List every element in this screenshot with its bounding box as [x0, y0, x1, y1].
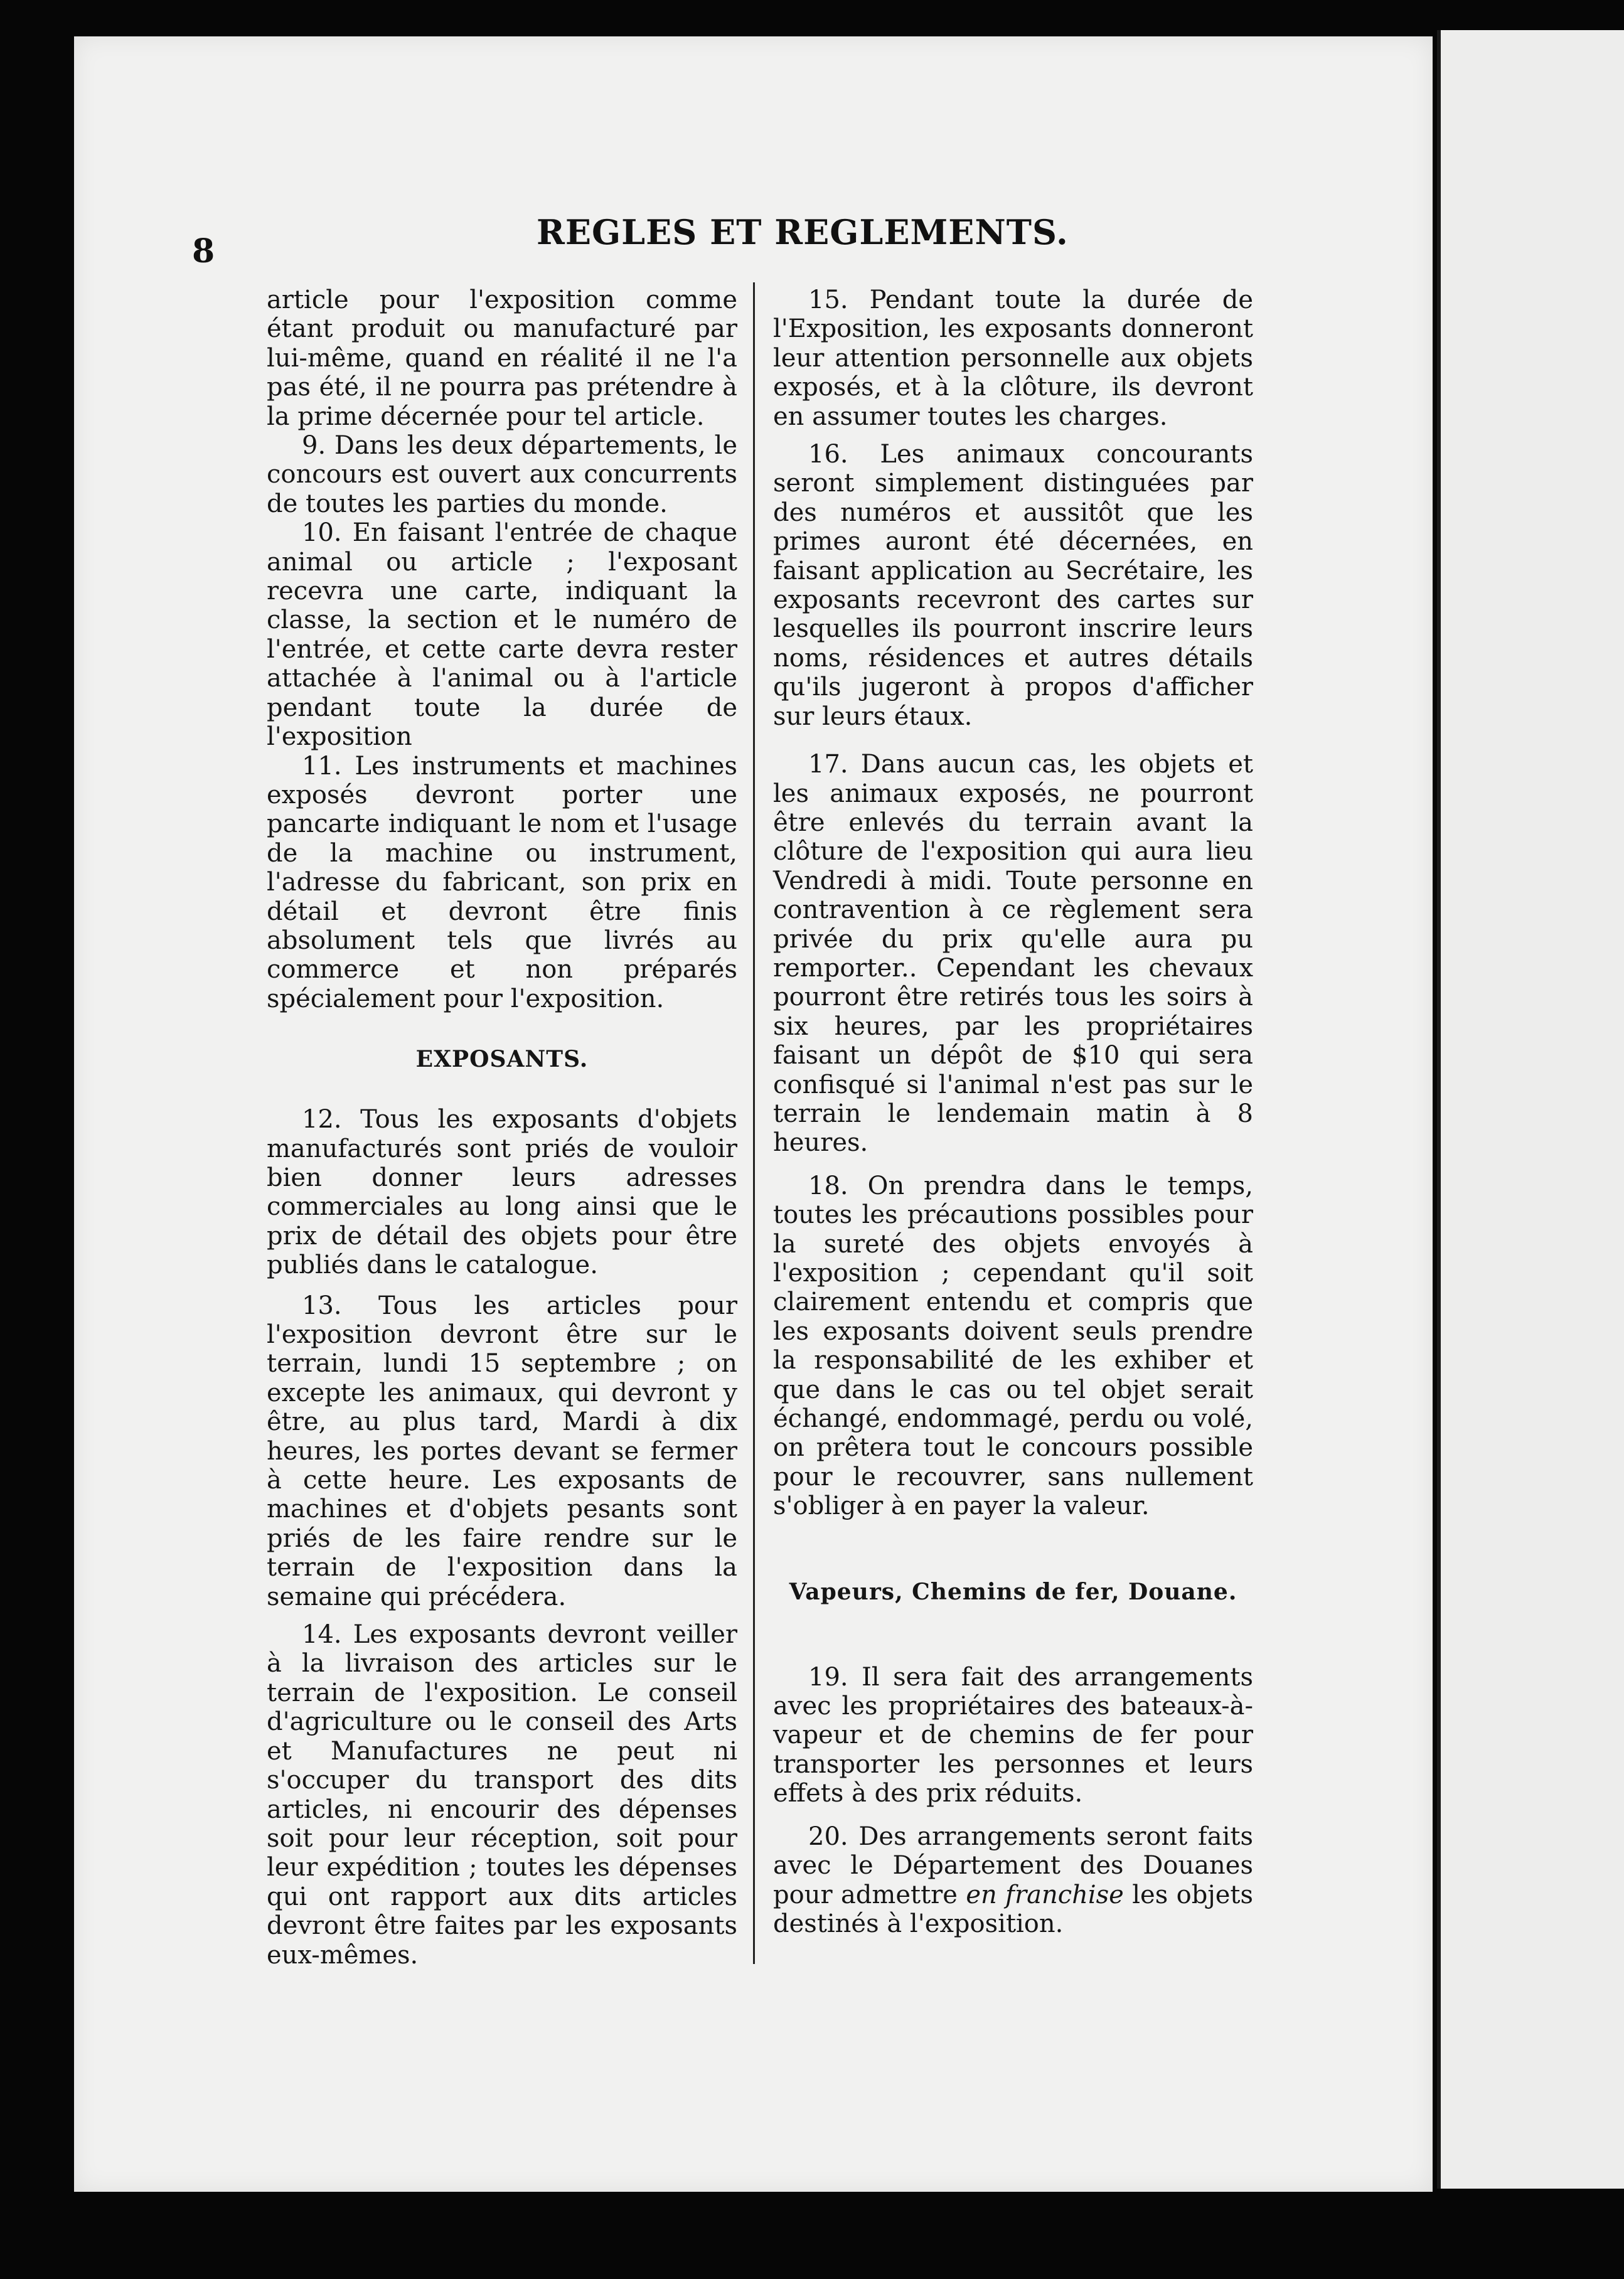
paragraph-14: 14. Les exposants devront veiller à la livraison des articles sur le terrain de l'exposition. Le conseil d'agriculture ou le conseil des Arts et Manufactures ne peut ni s'occuper du transport des dits articles, ni encourir des dépenses soit pour leur réception, soit pour leur expédition ; toutes les dépenses qui ont rapport aux dits articles devront être faites par les exposants eux-mêmes.: [267, 1620, 737, 1970]
paragraph-9: 9. Dans les deux départements, le concours est ouvert aux concurrents de toutes les parties du monde.: [267, 431, 737, 518]
right-column: [773, 286, 1253, 1938]
paragraph-20-italic: en franchise: [966, 1880, 1124, 1909]
paragraph-continuation: article pour l'exposition comme étant produit ou manufacturé par lui-même, quand en réalité il ne l'a pas été, il ne pourra pas prétendre à la prime décernée pour tel article.: [267, 286, 737, 431]
paragraph-20: [773, 1822, 1253, 1939]
paragraph-13: 13. Tous les articles pour l'exposition devront être sur le terrain, lundi 15 septembre ; on excepte les animaux, qui devront y être, au plus tard, Mardi à dix heures, les portes devant se fermer à cette heure. Les exposants de machines et d'objets pesants sont priés de les faire rendre sur le terrain de l'exposition dans la semaine qui précédera.: [267, 1291, 737, 1611]
section-heading-vapeurs: Vapeurs, Chemins de fer, Douane.: [789, 1578, 1237, 1605]
paragraph-20-text: 20. Des arrangements seront faits avec le Département des Douanes pour admettre: [773, 1822, 1253, 1909]
paragraph-12: 12. Tous les exposants d'objets manufacturés sont priés de vouloir bien donner leurs adresses commerciales au long ainsi que le prix de détail des objets pour être publiés dans le catalogue.: [267, 1105, 737, 1280]
adjacent-page-edge: [1437, 30, 1624, 2189]
paragraph-17: 17. Dans aucun cas, les objets et les animaux exposés, ne pourront être enlevés du terrain avant la clôture de l'exposition qui aura lieu Vendredi à midi. Toute personne en contravention à ce règlement sera privée du prix qu'elle aura pu remporter.. Cependant les chevaux pourront être retirés tous les soirs à six heures, par les propriétaires faisant un dépôt de $10 qui sera confisqué si l'animal n'est pas sur le terrain le lendemain matin à 8 heures.: [773, 750, 1253, 1158]
paragraph-15: 15. Pendant toute la durée de l'Exposition, les exposants donneront leur attention personnelle aux objets exposés, et à la clôture, ils devront en assumer toutes les charges.: [773, 286, 1253, 431]
column-divider: [753, 282, 755, 1964]
section-heading-exposants: EXPOSANTS.: [415, 1046, 589, 1073]
paragraph-11: 11. Les instruments et machines exposés devront porter une pancarte indiquant le nom et l'usage de la machine ou instrument, l'adresse du fabricant, son prix en détail et devront être finis absolument tels que livrés au commerce et non préparés spécialement pour l'exposition.: [267, 751, 737, 1013]
paragraph-10: 10. En faisant l'entrée de chaque animal ou article ; l'exposant recevra une carte, indiquant la classe, la section et le numéro de l'entrée, et cette carte devra rester attachée à l'animal ou à l'article pendant toute la durée de l'exposition: [267, 518, 737, 752]
paragraph-19: 19. Il sera fait des arrangements avec les propriétaires des bateaux-à-vapeur et de chemins de fer pour transporter les personnes et leurs effets à des prix réduits.: [773, 1662, 1253, 1808]
paragraph-16: 16. Les animaux concourants seront simplement distinguées par des numéros et aussitôt que les primes auront été décernées, en faisant application au Secrétaire, les exposants recevront des cartes sur lesquelles ils pourront inscrire leurs noms, résidences et autres détails qu'ils jugeront à propos d'afficher sur leurs étaux.: [773, 440, 1253, 731]
page-number: 8: [192, 232, 215, 270]
running-title: REGLES ET REGLEMENTS.: [537, 212, 1069, 252]
left-column: [267, 286, 737, 1970]
paragraph-18: 18. On prendra dans le temps, toutes les précautions possibles pour la sureté des objets envoyés à l'exposition ; cependant qu'il soit clairement entendu et compris que les exposants doivent seuls prendre la responsabilité de les exhiber et que dans le cas ou tel objet serait échangé, endommagé, perdu ou volé, on prêtera tout le concours possible pour le recouvrer, sans nullement s'obliger à en payer la valeur.: [773, 1171, 1253, 1521]
paragraph-20-end: les objets destinés à l'exposition.: [773, 1880, 1253, 1938]
